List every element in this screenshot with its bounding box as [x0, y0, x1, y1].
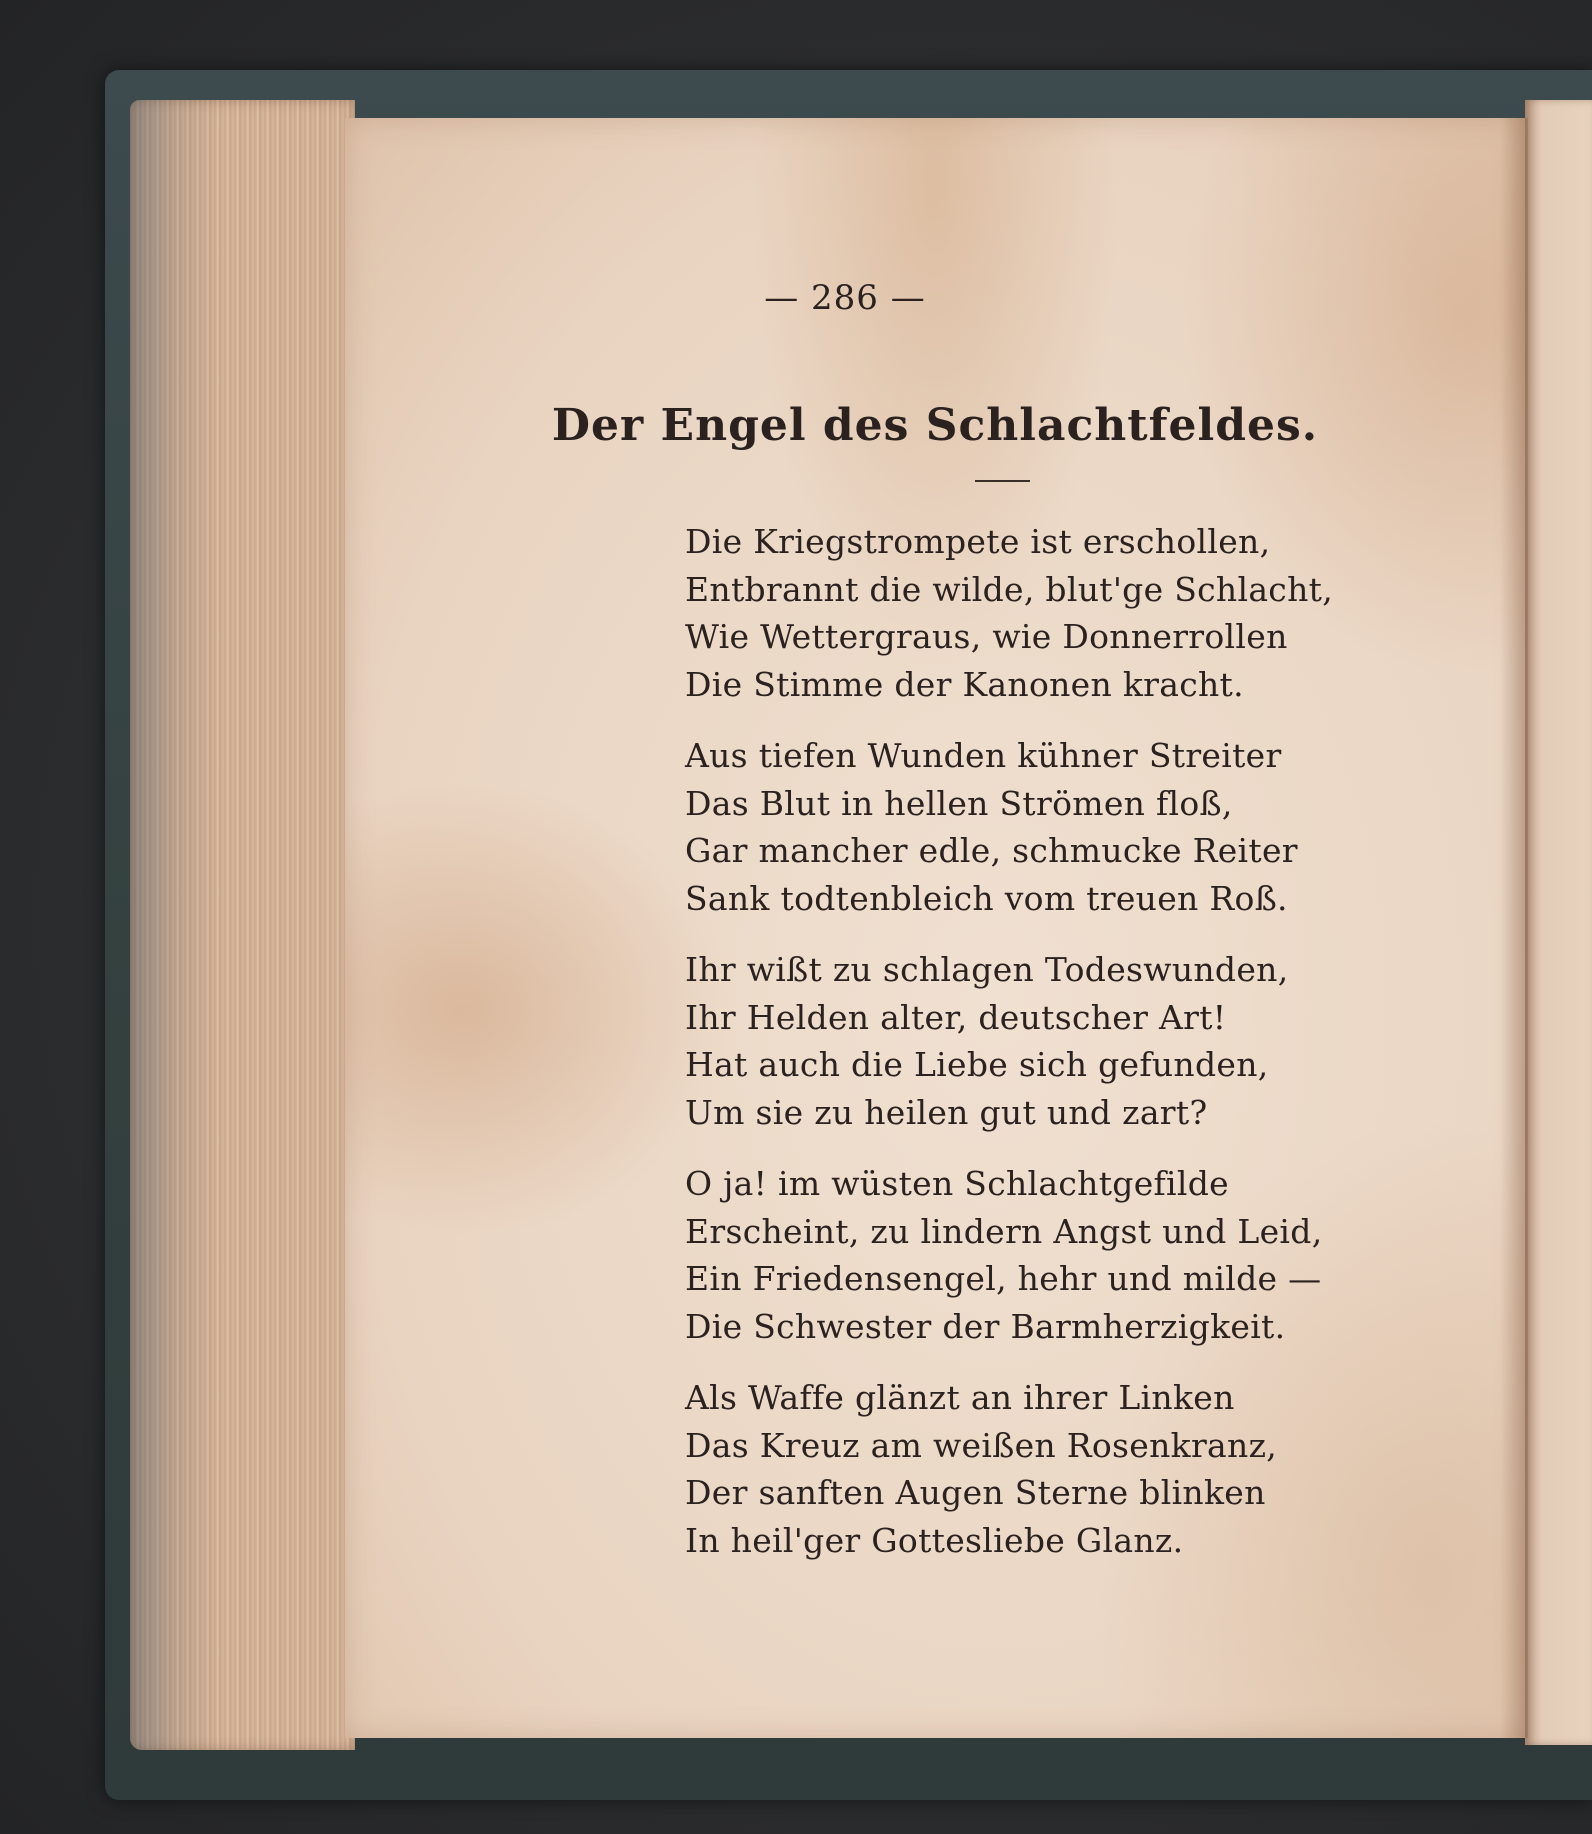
poem-line: Die Schwester der Barmherzigkeit.	[685, 1306, 1286, 1346]
poem-line: Wie Wettergraus, wie Donnerrollen	[685, 617, 1288, 656]
stanza-4	[685, 1160, 1445, 1350]
poem-line: Gar mancher edle, schmucke Reiter	[685, 831, 1298, 870]
poem-line: Als Waffe glänzt an ihrer Linken	[685, 1378, 1235, 1417]
stanza-3	[685, 946, 1445, 1136]
poem-body	[685, 518, 1445, 1588]
poem-line: Der sanften Augen Sterne blinken	[685, 1473, 1266, 1512]
poem-title: Der Engel des Schlachtfeldes.	[551, 400, 1319, 451]
page-gutter-shadow	[1500, 118, 1528, 1738]
page-text-block	[345, 118, 1525, 1738]
poem-line: O ja! im wüsten Schlachtgefilde	[685, 1164, 1230, 1203]
poem-line: Entbrannt die wilde, blut'ge Schlacht,	[685, 569, 1333, 609]
poem-line: Die Kriegstrompete ist erschollen,	[685, 522, 1271, 561]
page-edges-shadow	[130, 100, 355, 1750]
poem-line: Um sie zu heilen gut und zart?	[685, 1092, 1208, 1132]
poem-line: Ihr Helden alter, deutscher Art!	[685, 997, 1227, 1037]
poem-line: Sank todtenbleich vom treuen Roß.	[685, 878, 1288, 918]
poem-line: Die Stimme der Kanonen kracht.	[685, 664, 1244, 704]
poem-line: Das Blut in hellen Strömen floß,	[685, 783, 1233, 823]
poem-line: Das Kreuz am weißen Rosenkranz,	[685, 1425, 1278, 1465]
stanza-1	[685, 518, 1445, 708]
poem-line: Erscheint, zu lindern Angst und Leid,	[685, 1211, 1323, 1251]
poem-line: Ein Friedensengel, hehr und milde —	[685, 1259, 1322, 1298]
poem-line: Ihr wißt zu schlagen Todeswunden,	[685, 950, 1289, 989]
poem-line: In heil'ger Gottesliebe Glanz.	[685, 1520, 1184, 1560]
poem-line: Hat auch die Liebe sich gefunden,	[685, 1045, 1269, 1084]
stanza-2	[685, 732, 1445, 922]
title-divider	[975, 480, 1030, 482]
page-number: — 286 —	[764, 278, 926, 318]
stanza-5	[685, 1374, 1445, 1564]
poem-line: Aus tiefen Wunden kühner Streiter	[685, 736, 1282, 775]
book-page	[345, 118, 1525, 1738]
facing-page-sliver	[1525, 100, 1592, 1745]
